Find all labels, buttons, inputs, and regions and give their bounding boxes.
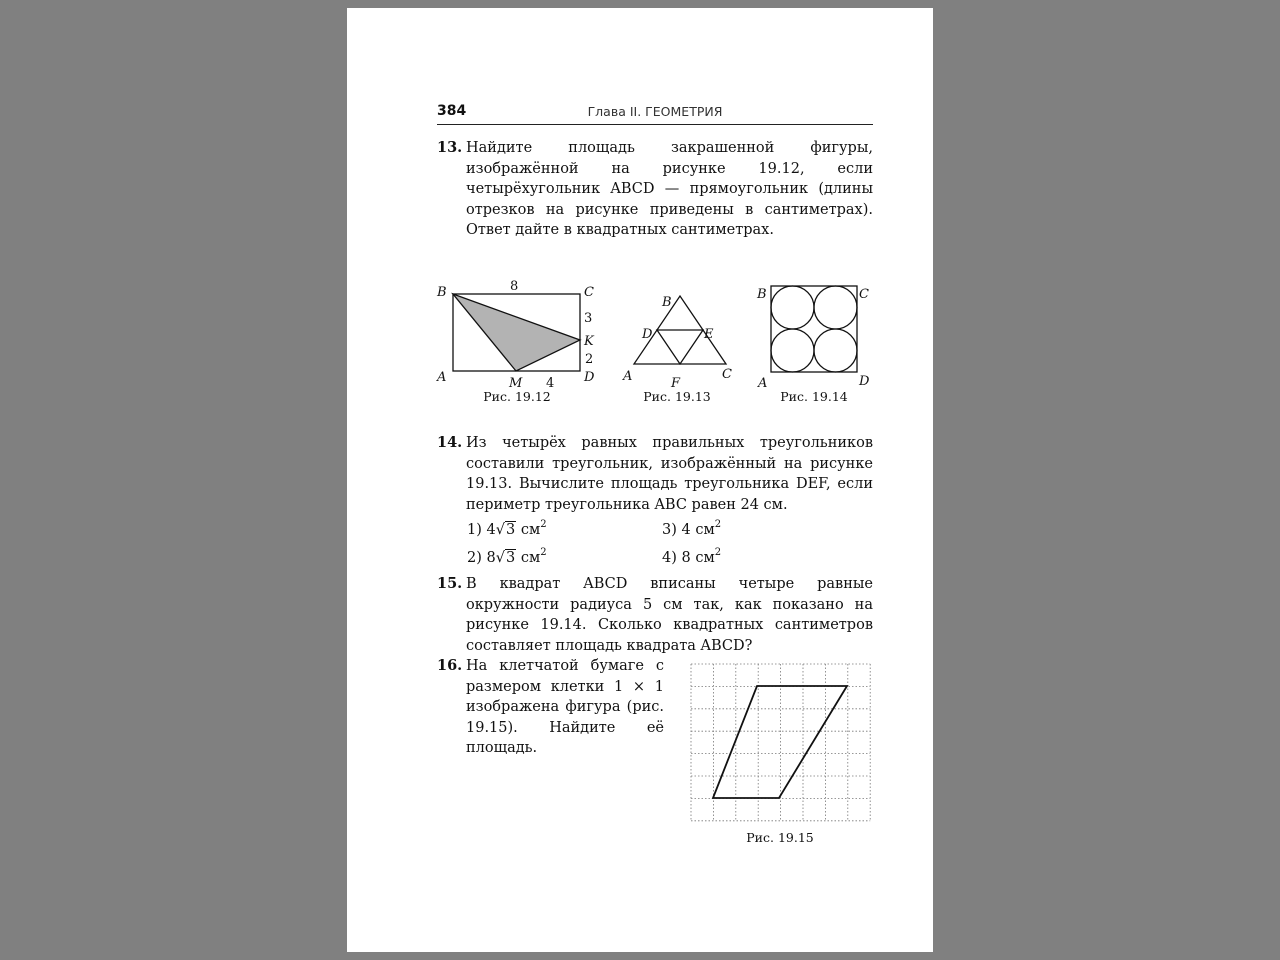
label-d: D bbox=[642, 327, 653, 342]
label-a: A bbox=[437, 370, 447, 385]
problem-text: В квадрат ABCD вписаны четыре равные окружности радиуса 5 см так, как показано на рисунке 19.14. Сколько квадратных сантиметров составляет площадь квадрата ABCD? bbox=[466, 576, 873, 654]
problem-number: 16. bbox=[437, 657, 463, 674]
caption-19-13: Рис. 19.13 bbox=[643, 389, 711, 404]
label-c: C bbox=[584, 285, 594, 300]
circle-bottom-left bbox=[771, 329, 814, 372]
length-ck: 3 bbox=[584, 311, 593, 326]
shaded-triangle bbox=[453, 294, 580, 371]
label-m: M bbox=[509, 376, 523, 391]
circle-top-left bbox=[771, 286, 814, 329]
figure-19-13 bbox=[622, 288, 737, 393]
problem-text: На клетчатой бумаге с размером клетки 1 × 1 изображена фигура (рис. 19.15). Найдите её площадь. bbox=[466, 658, 664, 757]
answer-option-2[interactable]: 2) 8√3 $см^2$ bbox=[467, 547, 547, 566]
problem-text: Из четырёх равных правильных треугольников составили треугольник, изображённый на рисунке 19.13. Вычислите площадь треугольника DEF, если периметр треугольника ABC равен 24 см. bbox=[466, 435, 873, 513]
textbook-page bbox=[347, 8, 933, 952]
parallelogram-figure bbox=[713, 686, 847, 798]
length-md: 4 bbox=[546, 376, 555, 391]
problem-16 bbox=[437, 656, 664, 759]
label-b: B bbox=[437, 285, 447, 300]
answer-option-4[interactable]: 4) 8 $см^2$ bbox=[662, 547, 722, 566]
circle-bottom-right bbox=[814, 329, 857, 372]
page-header bbox=[437, 102, 873, 125]
figure-19-12 bbox=[432, 270, 607, 395]
label-c: C bbox=[859, 287, 869, 302]
label-e: E bbox=[704, 327, 714, 342]
label-f: F bbox=[671, 376, 681, 391]
chapter-title: Глава II. ГЕОМЕТРИЯ bbox=[587, 104, 723, 119]
caption-19-14: Рис. 19.14 bbox=[780, 389, 848, 404]
square-abcd bbox=[771, 286, 857, 372]
answer-option-3[interactable]: 3) 4 $см^2$ bbox=[662, 519, 722, 538]
problem-13 bbox=[437, 138, 873, 241]
circle-top-right bbox=[814, 286, 857, 329]
problem-number: 15. bbox=[437, 575, 463, 592]
problem-number: 13. bbox=[437, 139, 463, 156]
label-k: K bbox=[584, 334, 594, 349]
triangle-def bbox=[657, 330, 703, 364]
caption-19-15: Рис. 19.15 bbox=[746, 830, 814, 845]
label-d: D bbox=[584, 370, 595, 385]
problem-14 bbox=[437, 433, 873, 515]
label-b: B bbox=[757, 287, 767, 302]
label-b: B bbox=[662, 295, 672, 310]
caption-19-12: Рис. 19.12 bbox=[483, 389, 551, 404]
figure-19-14 bbox=[755, 278, 875, 390]
problem-number: 14. bbox=[437, 434, 463, 451]
problem-15 bbox=[437, 574, 873, 656]
page-number: 384 bbox=[437, 103, 467, 119]
label-d: D bbox=[859, 374, 870, 389]
answer-option-1[interactable]: 1) 4√3 $см^2$ bbox=[467, 519, 547, 538]
length-kd: 2 bbox=[585, 352, 594, 367]
figure-19-15 bbox=[689, 662, 873, 824]
label-a: A bbox=[758, 376, 768, 391]
length-bc: 8 bbox=[510, 279, 519, 294]
label-a: A bbox=[623, 369, 633, 384]
problem-text: Найдите площадь закрашенной фигуры, изображённой на рисунке 19.12, если четырёхугольник ABCD — прямоугольник (длины отрезков на рисунке приведены в сантиметрах). Ответ дайте в квадратных сантиметрах. bbox=[466, 140, 873, 239]
label-c: C bbox=[722, 367, 732, 382]
